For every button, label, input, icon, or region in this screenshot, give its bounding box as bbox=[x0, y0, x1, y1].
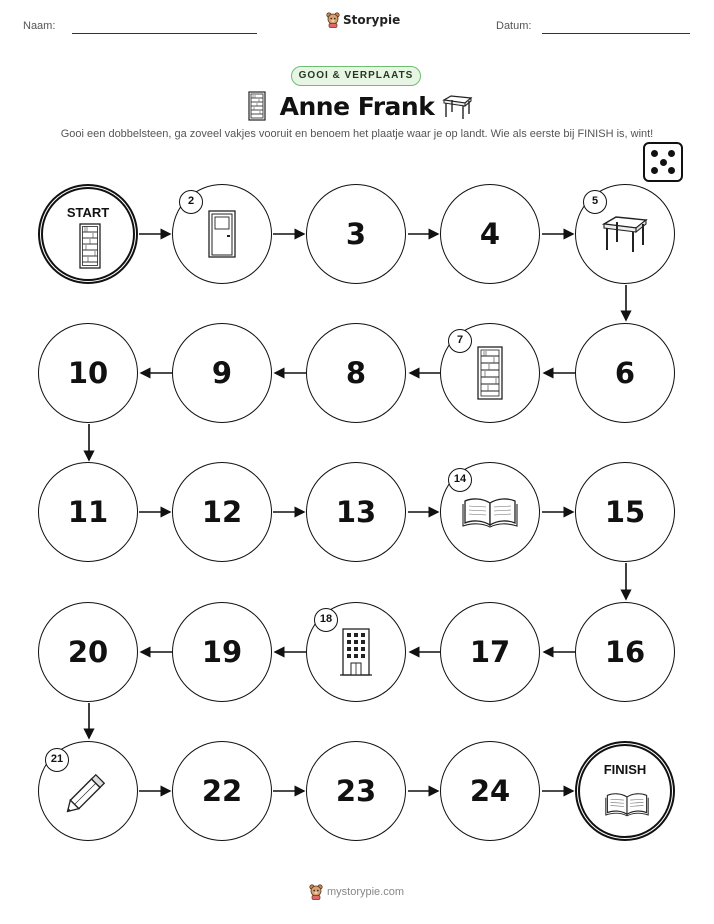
space-number: 3 bbox=[345, 217, 367, 251]
board-space-13[interactable] bbox=[306, 462, 406, 562]
building-icon bbox=[340, 627, 372, 677]
open-book-icon bbox=[605, 790, 649, 818]
footer-brand[interactable] bbox=[309, 884, 404, 900]
space-number: 15 bbox=[604, 495, 646, 529]
board-space-22[interactable] bbox=[172, 741, 272, 841]
board-space-20[interactable] bbox=[38, 602, 138, 702]
bear-mascot-icon bbox=[309, 884, 323, 900]
instructions-text: Gooi een dobbelsteen, ga zoveel vakjes vooruit en benoem het plaatje waar je op landt. Wie als eerste bij FINISH is, wint! bbox=[60, 128, 654, 140]
table-icon bbox=[600, 214, 650, 254]
space-number: 4 bbox=[479, 217, 501, 251]
space-number: 16 bbox=[604, 635, 646, 669]
space-badge: 21 bbox=[45, 748, 69, 772]
space-number: 20 bbox=[67, 635, 109, 669]
board-space-8[interactable] bbox=[306, 323, 406, 423]
game-type-badge: GOOI & VERPLAATS bbox=[291, 66, 421, 86]
page-title: Anne Frank bbox=[279, 92, 435, 121]
board-space-24[interactable] bbox=[440, 741, 540, 841]
space-number: 17 bbox=[469, 635, 511, 669]
space-badge: 18 bbox=[314, 608, 338, 632]
footer-site: mystorypie.com bbox=[327, 886, 405, 898]
door-icon bbox=[207, 209, 237, 259]
board-space-10[interactable] bbox=[38, 323, 138, 423]
space-number: 9 bbox=[211, 356, 233, 390]
space-badge: 2 bbox=[179, 190, 203, 214]
space-badge: 7 bbox=[448, 329, 472, 353]
open-book-icon bbox=[462, 495, 518, 529]
board-space-19[interactable] bbox=[172, 602, 272, 702]
space-badge: 14 bbox=[448, 468, 472, 492]
space-number: 22 bbox=[201, 774, 243, 808]
board-space-6[interactable] bbox=[575, 323, 675, 423]
space-badge: 5 bbox=[583, 190, 607, 214]
start-label: START bbox=[66, 205, 110, 220]
board-space-finish[interactable] bbox=[575, 741, 675, 841]
board-space-23[interactable] bbox=[306, 741, 406, 841]
space-number: 6 bbox=[614, 356, 636, 390]
space-number: 13 bbox=[335, 495, 377, 529]
space-number: 12 bbox=[201, 495, 243, 529]
bookcase-icon bbox=[476, 346, 504, 400]
space-number: 8 bbox=[345, 356, 367, 390]
date-label: Datum: bbox=[496, 20, 532, 32]
board-space-9[interactable] bbox=[172, 323, 272, 423]
board-space-12[interactable] bbox=[172, 462, 272, 562]
board-space-16[interactable] bbox=[575, 602, 675, 702]
board-space-4[interactable] bbox=[440, 184, 540, 284]
finish-label: FINISH bbox=[603, 762, 647, 777]
bookcase-icon bbox=[78, 223, 102, 269]
pencil-icon bbox=[63, 766, 113, 816]
space-number: 24 bbox=[469, 774, 511, 808]
board-space-3[interactable] bbox=[306, 184, 406, 284]
space-number: 23 bbox=[335, 774, 377, 808]
board-space-11[interactable] bbox=[38, 462, 138, 562]
space-number: 11 bbox=[67, 495, 109, 529]
space-number: 10 bbox=[67, 356, 109, 390]
name-label: Naam: bbox=[23, 20, 56, 32]
brand-name: Storypie bbox=[343, 13, 401, 27]
board-space-15[interactable] bbox=[575, 462, 675, 562]
space-number: 19 bbox=[201, 635, 243, 669]
board-space-17[interactable] bbox=[440, 602, 540, 702]
board-space-start[interactable] bbox=[38, 184, 138, 284]
